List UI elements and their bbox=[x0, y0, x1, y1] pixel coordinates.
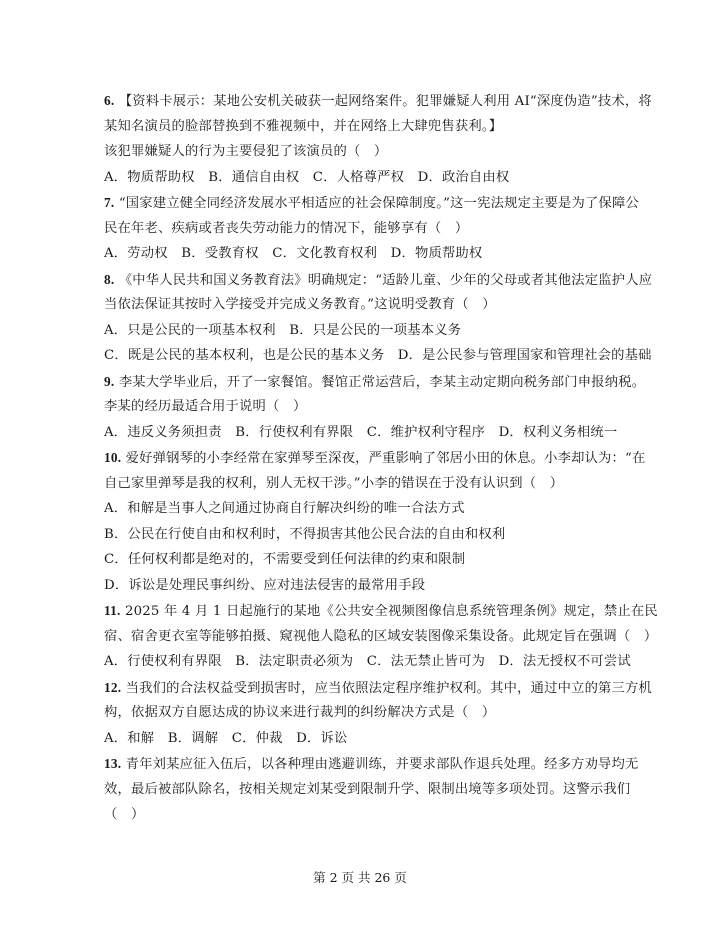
question-8-options-cd: C．既是公民的基本权利，也是公民的基本义务 D．是公民参与管理国家和管理社会的基础 bbox=[104, 348, 652, 363]
question-number: 12. bbox=[104, 679, 122, 695]
question-number: 8. bbox=[104, 271, 115, 287]
question-10-option-b: B．公民在行使自由和权利时，不得损害其他公民合法的自由和权利 bbox=[104, 526, 506, 542]
question-12-options: A．和解 B．调解 C．仲裁 D．诉讼 bbox=[104, 730, 348, 746]
question-11-line-1: 11. 2025 年 4 月 1 日起施行的某地《公共安全视频图像信息系统管理条例》规定，禁止在民 bbox=[104, 603, 658, 619]
question-list bbox=[104, 88, 658, 828]
question-10-option-a: A．和解是当事人之间通过协商自行解决纠纷的唯一合法方式 bbox=[104, 501, 465, 516]
question-11-options: A．行使权利有界限 B．法定职责必须为 C．法无禁止皆可为 D．法无授权不可尝试 bbox=[104, 654, 631, 669]
question-6-options: A．物质帮助权 B．通信自由权 C．人格尊严权 D．政治自由权 bbox=[104, 169, 510, 185]
question-11-line-2: 宿、宿舍更衣室等能够拍摄、窥视他人隐私的区域安装图像采集设备。此规定旨在强调（ ） bbox=[104, 628, 658, 644]
question-number: 13. bbox=[104, 756, 122, 771]
question-6-line-3: 该犯罪嫌疑人的行为主要侵犯了该演员的（ ） bbox=[104, 144, 388, 159]
question-9-line-2: 李某的经历最适合用于说明（ ） bbox=[104, 399, 307, 414]
question-7-options: A．劳动权 B．受教育权 C．文化教育权利 D．物质帮助权 bbox=[104, 246, 483, 261]
question-13-line-2: 效，最后被部队除名，按相关规定刘某受到限制升学、限制出境等多项处罚。这警示我们 bbox=[104, 781, 631, 797]
question-12-line-2: 构，依据双方自愿达成的协议来进行裁判的纠纷解决方式是（ ） bbox=[104, 705, 496, 720]
question-13-line-3: （ ） bbox=[104, 807, 145, 822]
question-number: 6. bbox=[104, 93, 115, 108]
question-6-line-1: 6. 【资料卡展示：某地公安机关破获一起网络案件。犯罪嫌疑人利用 AI“深度伪造”技术，将 bbox=[104, 93, 652, 109]
question-10-line-1: 10. 爱好弹钢琴的小李经常在家弹琴至深夜，严重影响了邻居小田的休息。小李却认为：“在 bbox=[104, 450, 646, 466]
question-12-line-1: 12. 当我们的合法权益受到损害时，应当依照法定程序维护权利。其中，通过中立的第三方机 bbox=[104, 679, 653, 696]
question-10-option-c: C．任何权利都是绝对的，不需要受到任何法律的约束和限制 bbox=[104, 552, 466, 567]
question-number: 7. bbox=[104, 195, 115, 210]
question-9-line-1: 9. 李某大学毕业后，开了一家餐馆。餐馆正常运营后，李某主动定期向税务部门申报纳税。 bbox=[104, 373, 646, 390]
question-6-line-2: 某知名演员的脸部替换到不雅视频中，并在网络上大肆兜售获利。】 bbox=[104, 118, 503, 134]
question-8-line-2: 当依法保证其按时入学接受并完成义务教育。”这说明受教育（ ） bbox=[104, 297, 496, 312]
question-number: 10. bbox=[104, 450, 122, 465]
question-8-line-1: 8. 《中华人民共和国义务教育法》明确规定：“适龄儿童、少年的父母或者其他法定监护人应 bbox=[104, 271, 653, 288]
question-10-line-2: 自己家里弹琴是我的权利，别人无权干涉。”小李的错误在于没有认识到（ ） bbox=[104, 475, 564, 491]
question-9-options: A．违反义务须担责 B．行使权利有界限 C．维护权利守程序 D．权利义务相统一 bbox=[104, 424, 618, 440]
page-footer: 第 2 页 共 26 页 bbox=[313, 870, 407, 885]
question-8-options-ab: A．只是公民的一项基本权利 B．只是公民的一项基本义务 bbox=[104, 322, 462, 338]
question-10-option-d: D．诉讼是处理民事纠纷、应对违法侵害的最常用手段 bbox=[104, 577, 426, 593]
question-7-line-1: 7. “国家建立健全同经济发展水平相适应的社会保障制度。”这一宪法规定主要是为了保障公 bbox=[104, 195, 640, 211]
question-number: 9. bbox=[104, 373, 115, 389]
question-7-line-2: 民在年老、疾病或者丧失劳动能力的情况下，能够享有（ ） bbox=[104, 220, 469, 236]
question-number: 11. bbox=[104, 603, 121, 618]
question-13-line-1: 13. 青年刘某应征入伍后，以各种理由逃避训练，并要求部队作退兵处理。经多方劝导均无 bbox=[104, 756, 639, 772]
